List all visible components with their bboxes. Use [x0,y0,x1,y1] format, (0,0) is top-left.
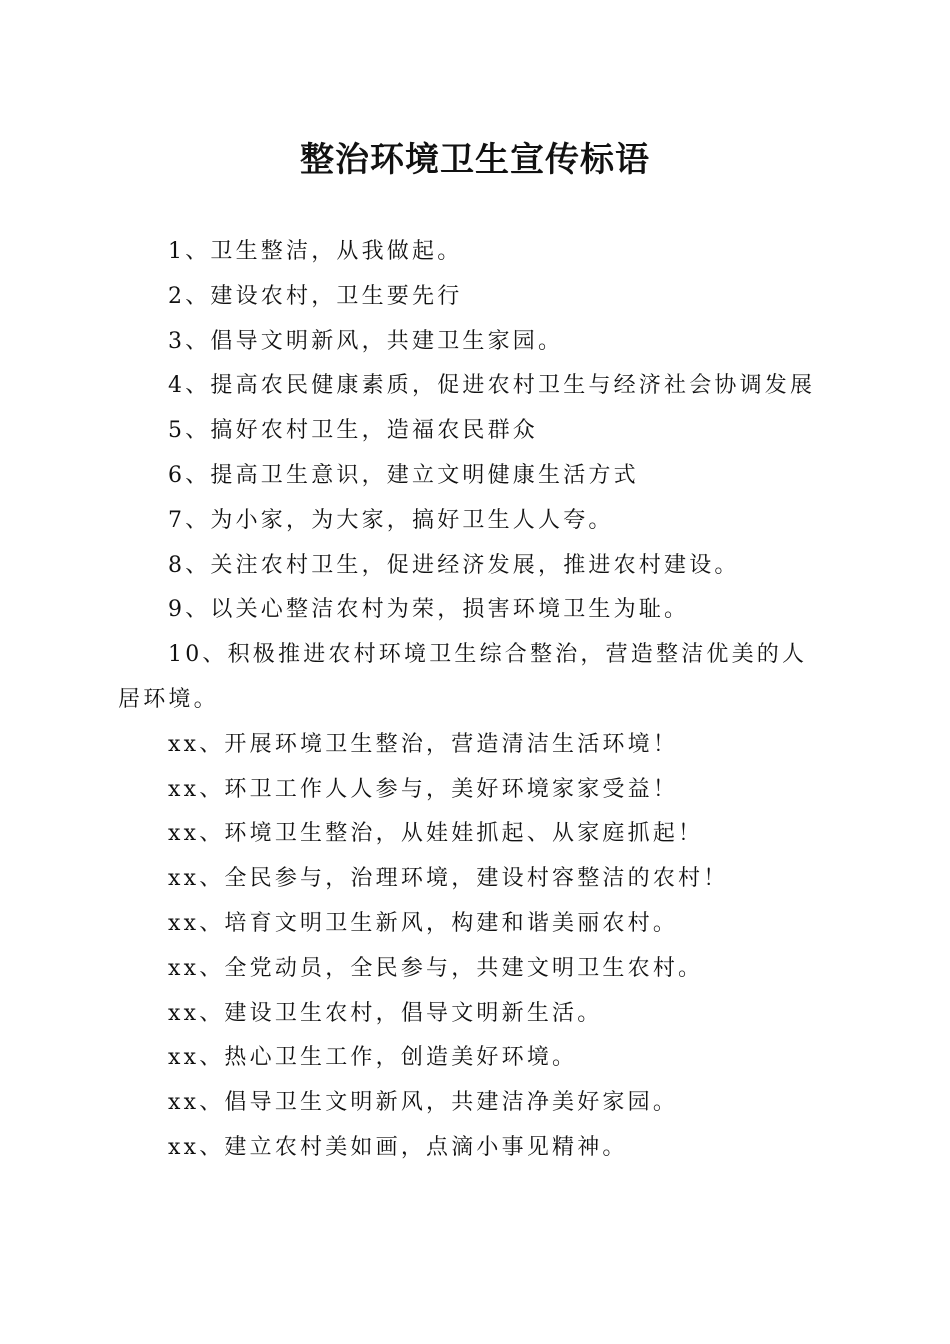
slogan-item: 1、卫生整洁，从我做起。 [168,239,463,264]
document-title: 整治环境卫生宣传标语 [300,140,650,180]
slogan-item: 4、提高农民健康素质，促进农村卫生与经济社会协调发展 [168,373,816,399]
slogan-item: 8、关注农村卫生，促进经济发展，推进农村建设。 [168,552,740,578]
slogan-item: xx、建立农村美如画，点滴小事见精神。 [168,1134,628,1160]
slogan-item: xx、建设卫生农村，倡导文明新生活。 [168,1000,603,1026]
slogan-item: 7、为小家，为大家，搞好卫生人人夸。 [168,507,614,533]
slogan-item: xx、倡导卫生文明新风，共建洁净美好家园。 [168,1090,679,1116]
slogan-item: xx、全党动员，全民参与，共建文明卫生农村。 [168,955,704,981]
slogan-item: 5、搞好农村卫生，造福农民群众 [168,418,538,444]
slogan-list [118,230,830,1171]
slogan-item: 3、倡导文明新风，共建卫生家园。 [168,328,564,354]
slogan-item: xx、开展环境卫生整治，营造清洁生活环境！ [168,731,679,757]
slogan-item: xx、环境卫生整治，从娃娃抓起、从家庭抓起！ [168,821,704,847]
slogan-item: xx、热心卫生工作，创造美好环境。 [168,1045,578,1071]
slogan-item: xx、全民参与，治理环境，建设村容整洁的农村！ [168,866,729,892]
slogan-item: 9、以关心整洁农村为荣，损害环境卫生为耻。 [168,597,690,623]
slogan-item: xx、环卫工作人人参与，美好环境家家受益！ [168,776,679,802]
slogan-item: 10、积极推进农村环境卫生综合整治，营造整洁优美的人居环境。 [118,642,808,712]
slogan-item: xx、培育文明卫生新风，构建和谐美丽农村。 [168,910,679,936]
slogan-item: 6、提高卫生意识，建立文明健康生活方式 [168,462,639,488]
slogan-item: 2、建设农村，卫生要先行 [168,283,463,309]
